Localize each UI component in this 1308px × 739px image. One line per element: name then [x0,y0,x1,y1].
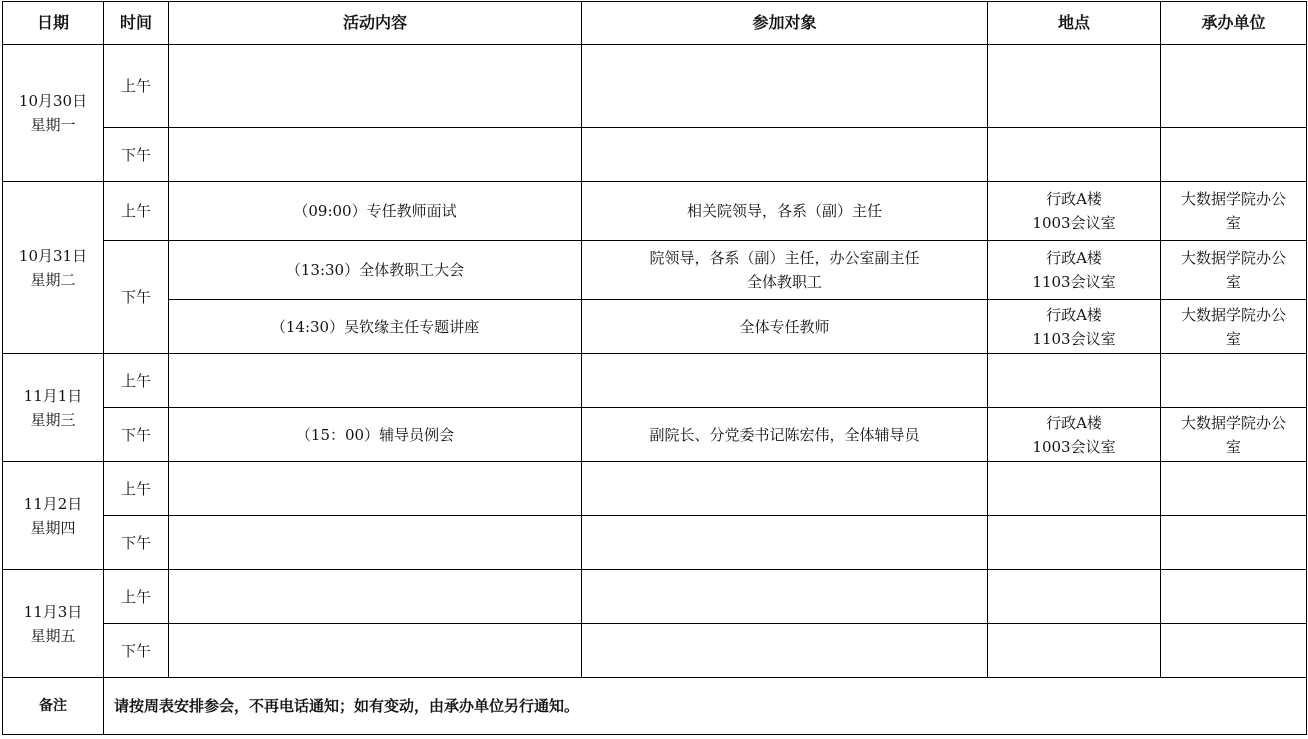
time-cell: 上午 [104,182,169,241]
time-cell: 下午 [104,128,169,182]
date-cell [3,570,104,678]
location-line: 1103会议室 [1032,273,1116,291]
table-row [3,300,1307,354]
location-cell [988,516,1161,570]
header-location: 地点 [988,2,1161,45]
time-cell: 上午 [104,570,169,624]
organizer-cell [1161,624,1307,678]
organizer-cell [1161,45,1307,128]
organizer-cell [1161,182,1307,241]
date-label: 11月3日 [23,602,83,621]
location-cell [988,182,1161,241]
location-line: 1003会议室 [1032,214,1116,232]
header-row [3,2,1307,45]
location-cell [988,241,1161,300]
attendees-line: 院领导，各系（副）主任，办公室副主任 [649,249,920,267]
remarks-label: 备注 [3,678,104,735]
location-cell [988,45,1161,128]
organizer-line: 室 [1225,329,1241,348]
date-label: 10月30日 [18,92,88,110]
location-cell [988,462,1161,516]
content-cell [169,570,582,624]
location-line: 行政A楼 [1046,413,1102,432]
content-cell: （15：00）辅导员例会 [169,408,582,462]
table-row [3,624,1307,678]
time-cell: 上午 [104,354,169,408]
organizer-line: 室 [1225,214,1241,232]
attendees-cell [582,516,988,570]
header-content: 活动内容 [169,2,582,45]
content-cell [169,462,582,516]
weekday-label: 星期四 [30,518,76,537]
time-cell: 上午 [104,45,169,128]
table-row [3,570,1307,624]
table-row [3,408,1307,462]
organizer-line: 室 [1225,273,1241,291]
content-cell: （09:00）专任教师面试 [169,182,582,241]
attendees-cell [582,45,988,128]
location-cell [988,354,1161,408]
attendees-cell: 全体专任教师 [582,300,988,354]
header-time: 时间 [104,2,169,45]
weekday-label: 星期三 [30,410,76,429]
organizer-cell [1161,516,1307,570]
location-cell [988,570,1161,624]
attendees-cell: 相关院领导，各系（副）主任 [582,182,988,241]
table-row [3,462,1307,516]
attendees-cell: 副院长、分党委书记陈宏伟，全体辅导员 [582,408,988,462]
date-label: 10月31日 [18,246,88,265]
date-cell [3,462,104,570]
location-line: 1003会议室 [1032,437,1116,456]
attendees-line: 全体教职工 [746,273,822,291]
attendees-cell [582,570,988,624]
location-cell [988,300,1161,354]
remarks-text: 请按周表安排参会，不再电话通知；如有变动，由承办单位另行通知。 [104,678,1307,735]
attendees-cell [582,462,988,516]
remarks-row [3,678,1307,735]
table-row [3,354,1307,408]
attendees-cell [582,241,988,300]
content-cell [169,128,582,182]
organizer-line: 大数据学院办公 [1180,249,1286,267]
content-cell: （14:30）吴钦缘主任专题讲座 [169,300,582,354]
header-organizer: 承办单位 [1161,2,1307,45]
content-cell [169,624,582,678]
time-cell: 下午 [104,408,169,462]
time-cell: 下午 [104,624,169,678]
organizer-cell [1161,570,1307,624]
weekly-schedule-table [2,1,1307,735]
date-cell [3,182,104,354]
table-row [3,182,1307,241]
date-label: 11月1日 [23,386,83,405]
content-cell: （13:30）全体教职工大会 [169,241,582,300]
organizer-cell [1161,462,1307,516]
organizer-cell [1161,300,1307,354]
weekday-label: 星期一 [30,116,76,134]
location-cell [988,624,1161,678]
time-cell: 下午 [104,516,169,570]
attendees-cell [582,128,988,182]
date-label: 11月2日 [23,494,83,513]
organizer-line: 大数据学院办公 [1180,305,1286,324]
organizer-cell [1161,128,1307,182]
table-row [3,516,1307,570]
time-cell: 下午 [104,241,169,354]
date-cell [3,354,104,462]
attendees-cell [582,354,988,408]
content-cell [169,45,582,128]
location-cell [988,128,1161,182]
location-cell [988,408,1161,462]
organizer-cell [1161,241,1307,300]
table-row [3,128,1307,182]
location-line: 行政A楼 [1046,190,1102,208]
time-cell: 上午 [104,462,169,516]
table-row [3,45,1307,128]
organizer-line: 大数据学院办公 [1180,413,1286,432]
location-line: 行政A楼 [1046,305,1102,324]
date-cell [3,45,104,182]
weekday-label: 星期五 [30,626,76,645]
location-line: 行政A楼 [1046,249,1102,267]
organizer-cell [1161,408,1307,462]
organizer-line: 室 [1225,437,1241,456]
location-line: 1103会议室 [1032,329,1116,348]
organizer-cell [1161,354,1307,408]
weekday-label: 星期二 [30,270,76,289]
content-cell [169,516,582,570]
attendees-cell [582,624,988,678]
organizer-line: 大数据学院办公 [1180,190,1286,208]
content-cell [169,354,582,408]
header-attendees: 参加对象 [582,2,988,45]
header-date: 日期 [3,2,104,45]
table-row [3,241,1307,300]
